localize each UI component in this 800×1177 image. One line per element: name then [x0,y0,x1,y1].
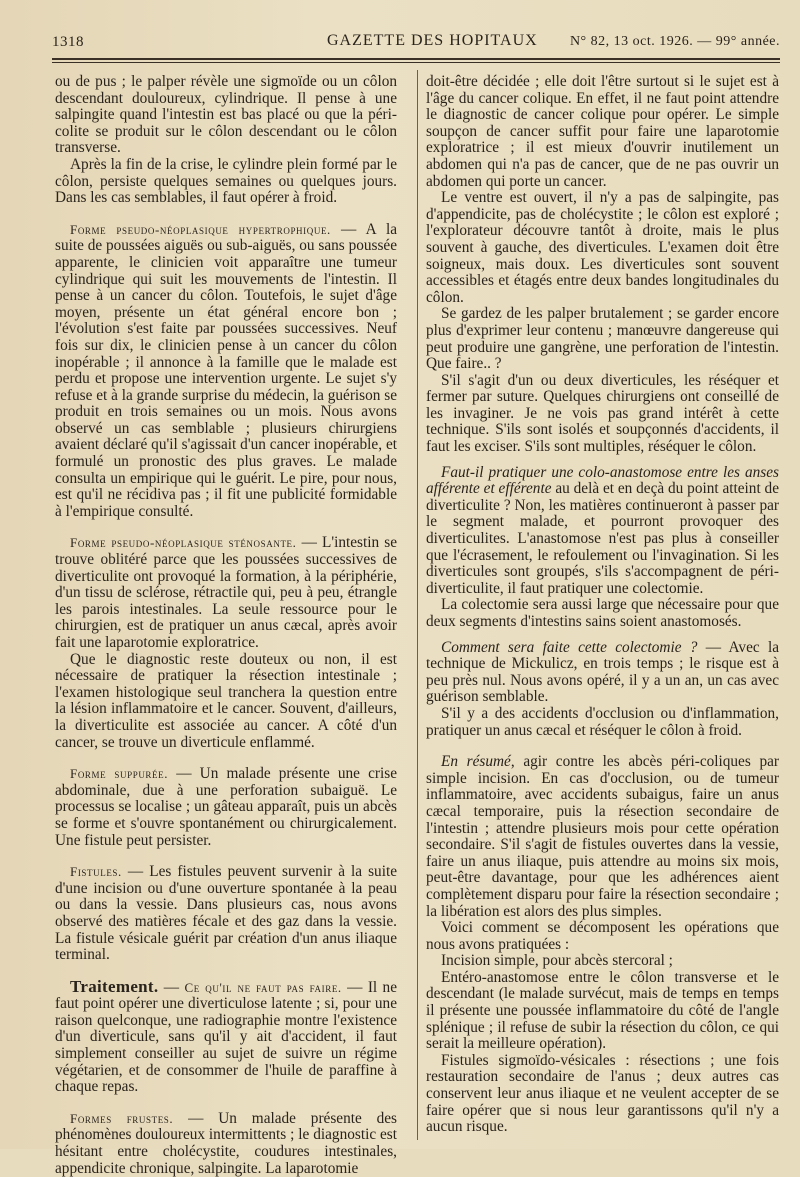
paragraph: Se gardez de les palper brutalement ; se garder encore plus d'exprimer leur contenu ; manœuvre dangereuse qui peut produire une gangrène, une perforation de l'intestin. Que faire.. ? [426,305,779,373]
paragraph: S'il y a des accidents d'occlusion ou d'inflammation, pratiquer un anus cæcal et réséquer le côlon à froid. [426,704,779,739]
section-paragraph [426,754,779,920]
page-header [52,32,780,54]
section-paragraph [55,766,397,849]
column-divider [417,70,418,1140]
paragraph: doit-être décidée ; elle doit l'être surtout si le sujet est à l'âge du cancer colique. En effet, il ne faut point attendre le diagnostic de cancer colique pour opérer. Le simple soupçon de cancer suffit pour faire une laparotomie exploratrice ; il est mieux d'ouvrir inutilement un abdomen qui n'a pas de cancer, que de ne pas ouvrir un abdomen qui porte un cancer. [426,73,779,190]
section-paragraph [55,535,397,651]
section-subheading: Ce qu'il ne faut pas faire. [184,979,342,995]
section-paragraph [55,864,397,964]
paragraph: ou de pus ; le palper révèle une sigmoïde ou un côlon descendant douloureux, cylindrique. Il pense à une salpingite quand l'intestin est bas placé ou que la péri-colite se produit sur le côlon descendant ou le côlon transverse. [55,73,397,157]
paragraph: Entéro-anastomose entre le côlon transverse et le descendant (le malade survécut, mais de temps en temps il présente une poussée inflammatoire du côté de l'angle splénique ; il refuse de subir la résection du côlon, ce qui serait la meilleure opération). [426,968,779,1053]
section-paragraph [55,1111,397,1177]
section-text: , agir contre les abcès péri-coliques par simple incision. En cas d'occlusion, ou de tumeur inflammatoire, avec accidents subaigus, faire un anus cæcal temporaire, puis la résection secondaire de l'intestin ; attendre plusieurs mois pour cette opération secondaire. S'il s'agit de fistules ouvertes dans la vessie, faire un anus iliaque, puis attendre au moins six mois, peut-être davantage, pour que les adhérences aient complètement disparu pour faire la résection secondaire ; la libération est alors des plus simples. [426,753,779,920]
left-column [55,74,397,1177]
paragraph: Voici comment se décomposent les opérations que nous avons pratiquées : [426,919,779,953]
section-text: — Un malade présente des phénomènes douloureux intermittents ; le diagnostic est hésitant entre cholécystite, coudures intestinales, appendicite chronique, salpingite. La laparotomie [55,1109,397,1177]
section-paragraph [55,222,397,521]
summary-label: En résumé [441,753,511,771]
paragraph: S'il s'agit d'un ou deux diverticules, les réséquer et fermer par suture. Quelques chirurgiens ont conseillé de les invaginer. Je ne vois pas grand intérêt à cette technique. S'ils sont isolés et soupçonnés d'accidents, il faut les exciser. S'ils sont multiples, réséquer le côlon. [426,371,779,456]
section-text: — Un malade présente une crise abdominale, due à une perforation subaiguë. Le processus se localise ; un gâteau apparaît, puis un abcès se forme et s'ouvre spontanément ou chirurgicalement. Une fistule peut persister. [55,765,397,849]
paragraph: Le ventre est ouvert, il n'y a pas de salpingite, pas d'appendicite, pas de cholécystite ; le côlon est exploré ; l'explorateur découvre tantôt à droite, mais le plus souvent à gauche, des diverticules. L'examen doit être soigneux, mais doux. Les diverticules sont souvent accessibles et étagés entre deux bandes longitudinales du côlon. [426,189,779,306]
section-text: — Les fistules peuvent survenir à la suite d'une incision ou d'une ouverture spontanée à la peau ou dans la vessie. Dans plusieurs cas, nous avons observé des matières fécale et des gaz dans la vessie. La fistule vésicale guérit par création d'un anus iliaque terminal. [55,863,397,964]
section-text: — Il ne faut point opérer une diverticulose latente ; si, pour une raison quelconque, une radiographie montre l'existence d'un diverticule, sans qu'il y ait d'accident, il faut simplement conseiller au sujet de suivre un régime végétarien, et de consommer de l'huile de paraffine à chaque repas. [55,978,397,1096]
section-paragraph [426,465,779,598]
italic-question: Faut-il pratiquer une colo-anastomose entre les anses afférente et efférente [426,463,779,498]
section-heading: Fistules. [70,864,122,880]
right-column [426,74,779,1136]
section-heading: Forme pseudo-néoplasique sténosante. [70,535,297,551]
section-heading: Formes frustes. [70,1110,174,1126]
paragraph: Après la fin de la crise, le cylindre plein formé par le côlon, persiste quelques semaines ou quelques jours. Dans les cas semblables, il faut opérer à froid. [55,155,397,207]
section-text: — A la suite de poussées aiguës ou sub-aiguës, ou sans poussée apparente, le clinicien voit apparaître une tumeur cylindrique qui suit les mouvements de l'intestin. Il pense à un cancer du côlon. Toutefois, le sujet d'âge moyen, présente un état général encore bon ; l'évolution s'est faite par poussées successives. Neuf fois sur dix, le clinicien pense à un cancer du côlon inopérable ; il annonce à la famille que le malade est perdu et propose une intervention urgente. Le sujet s'y refuse et à la grande surprise du médecin, la guérison se produit en trois semaines ou un mois. Nous avons observé un cas semblable ; plusieurs chirurgiens avaient déclaré qu'il s'agissait d'un cancer inopérable, et formulé un pronostic des plus graves. Le malade consulta un empirique qui le guérit. Le pire, pour nous, est qu'il ne récidiva pas ; il fit une publicité formidable à l'empirique consulté. [55,220,398,520]
header-rule [52,58,780,60]
treatment-heading: Traitement. [70,976,159,996]
page-number: 1318 [52,34,84,50]
journal-title: GAZETTE DES HOPITAUX [327,32,538,49]
issue-info: N° 82, 13 oct. 1926. — 99° année. [569,34,780,49]
section-text: au delà et en deçà du point atteint de diverticulite ? Non, les matières continueront à passer par le segment malade, et pourront provoquer des diverticulites. L'anastomose n'est pas plus à conseiller que l'écrasement, le refoulement ou l'invagination. Si les diverticules sont groupés, s'ils s'accompagnent de péri-diverticulite, il faut pratiquer une colectomie. [426,480,779,597]
header-rule-thin [52,62,780,63]
paragraph: Incision simple, pour abcès stercoral ; [441,952,673,970]
section-paragraph: Traitement. — Ce qu'il ne faut pas faire. — Il ne faut point opérer une diverticulose latente ; si, pour une raison quelconque, une radiographie montre l'existence d'un diverticule, sans qu'il y ait d'accident, il faut simplement conseiller au sujet de suivre un régime végétarien, et de consommer de l'huile de paraffine à chaque repas. [55,976,397,1096]
paragraph: Fistules sigmoïdo-vésicales : résections ; une fois restauration secondaire de l'anus ; deux autres cas conservent leur anus iliaque et ne veulent accepter de se faire opérer que si nous leur garantissons qu'il n'y a aucun risque. [426,1051,779,1136]
section-text: — Avec la technique de Mickulicz, en trois temps ; le risque est à peu près nul. Nous avons opéré, il y a un an, un cas avec guérison semblable. [426,638,779,706]
section-text: — L'intestin se trouve oblitéré parce que les poussées successives de diverticulite ont provoqué la formation, à la périphérie, d'un tissu de sclérose, rétractile qui, peu à peu, étrangle les parois intestinales. La seule ressource pour le chirurgien, est de pratiquer un anus cæcal, après avoir fait une laparotomie exploratrice. [55,534,397,651]
section-paragraph [426,640,779,706]
paragraph: Que le diagnostic reste douteux ou non, il est nécessaire de pratiquer la résection intestinale ; l'examen histologique seul tranchera la question entre la lésion inflammatoire et le cancer. Souvent, d'ailleurs, la diverticulite est associée au cancer. A côté d'un cancer, se trouve un diverticule enflammé. [55,650,397,751]
paragraph: La colectomie sera aussi large que nécessaire pour que deux segments d'intestins sains soient anastomosés. [426,596,779,630]
section-heading: Forme suppurée. [70,766,169,782]
italic-question: Comment sera faite cette colectomie ? [441,638,698,656]
section-heading: Forme pseudo-néoplasique hypertrophique. [70,221,331,237]
